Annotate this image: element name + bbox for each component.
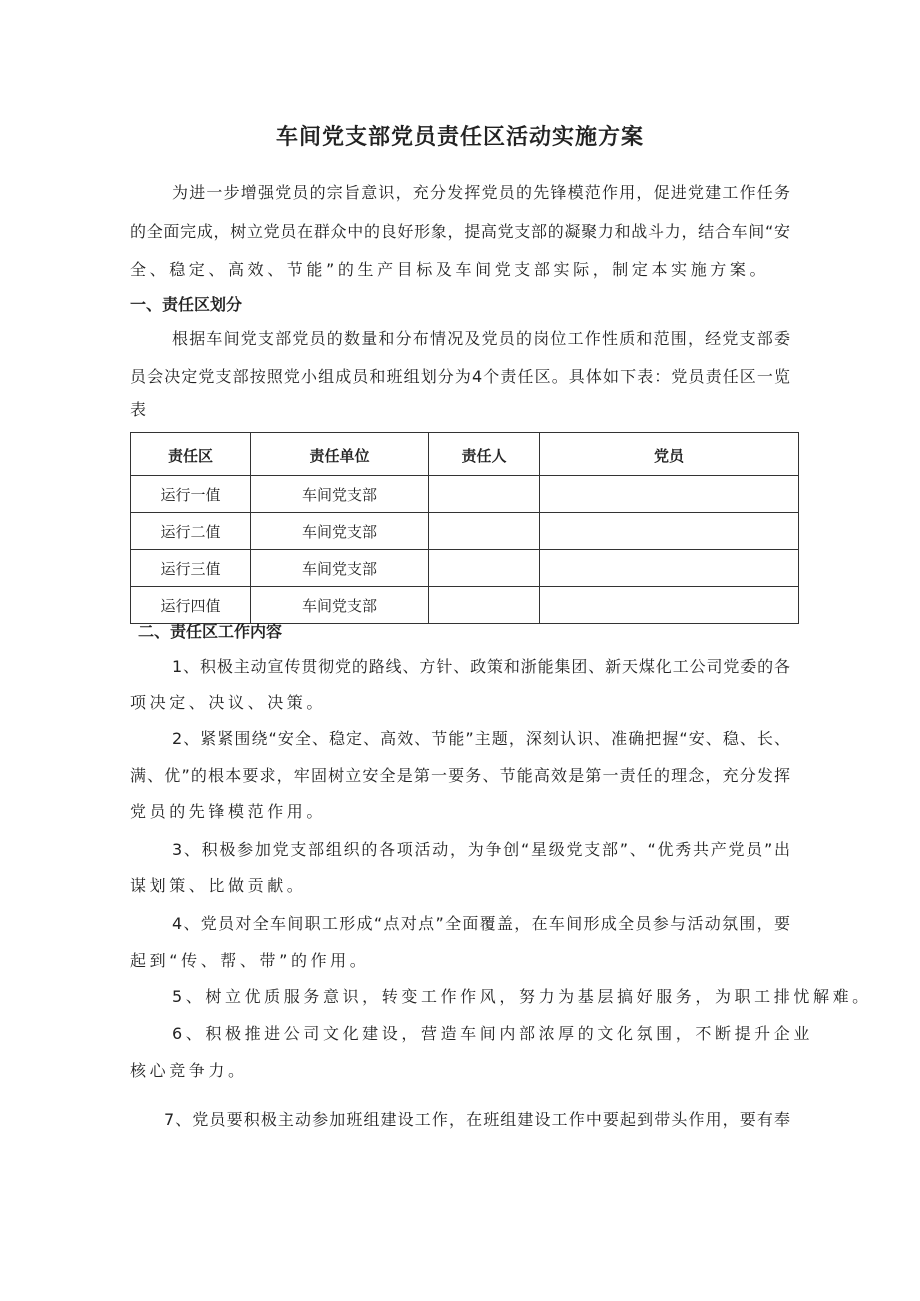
intro-line: 全、稳定、高效、节能”的生产目标及车间党支部实际，制定本实施方案。 <box>130 260 770 279</box>
item-line: 起到“传、帮、带”的作用。 <box>130 951 370 970</box>
responsibility-table <box>130 432 799 624</box>
column-header: 责任人 <box>429 433 540 476</box>
item-line: 满、优”的根本要求，牢固树立安全是第一要务、节能高效是第一责任的理念，充分发挥 <box>130 766 790 785</box>
item-line: 4、党员对全车间职工形成“点对点”全面覆盖，在车间形成全员参与活动氛围，要 <box>172 914 790 933</box>
cell-zone: 运行三值 <box>131 550 251 587</box>
cell-zone: 运行一值 <box>131 476 251 513</box>
intro-line: 为进一步增强党员的宗旨意识，充分发挥党员的先锋模范作用，促进党建工作任务 <box>172 183 790 202</box>
cell-person <box>429 476 540 513</box>
cell-zone: 运行四值 <box>131 587 251 624</box>
cell-unit: 车间党支部 <box>251 587 429 624</box>
cell-members <box>540 550 799 587</box>
table-row <box>131 550 799 587</box>
cell-unit: 车间党支部 <box>251 513 429 550</box>
section-heading: 一、责任区划分 <box>130 295 243 314</box>
item-line: 7、党员要积极主动参加班组建设工作，在班组建设工作中要起到带头作用，要有奉 <box>164 1110 790 1129</box>
column-header: 责任单位 <box>251 433 429 476</box>
table-header-row <box>131 433 799 476</box>
cell-person <box>429 550 540 587</box>
item-line: 党员的先锋模范作用。 <box>130 802 327 821</box>
cell-unit: 车间党支部 <box>251 476 429 513</box>
column-header: 责任区 <box>131 433 251 476</box>
item-line: 项决定、决议、决策。 <box>130 693 327 712</box>
cell-members <box>540 513 799 550</box>
cell-members <box>540 476 799 513</box>
cell-members <box>540 587 799 624</box>
document-title: 车间党支部党员责任区活动实施方案 <box>275 125 644 150</box>
section-heading: 二、责任区工作内容 <box>138 622 283 641</box>
item-line: 3、积极参加党支部组织的各项活动，为争创“星级党支部”、“优秀共产党员”出 <box>172 840 790 859</box>
paragraph-line: 表 <box>130 400 147 419</box>
paragraph-line: 员会决定党支部按照党小组成员和班组划分为4个责任区。具体如下表：党员责任区一览 <box>130 367 790 386</box>
item-line: 2、紧紧围绕“安全、稳定、高效、节能”主题，深刻认识、准确把握“安、稳、长、 <box>172 729 790 748</box>
item-line: 1、积极主动宣传贯彻党的路线、方针、政策和浙能集团、新天煤化工公司党委的各 <box>172 657 790 676</box>
item-line: 核心竞争力。 <box>130 1061 248 1080</box>
cell-unit: 车间党支部 <box>251 550 429 587</box>
intro-line: 的全面完成，树立党员在群众中的良好形象，提高党支部的凝聚力和战斗力，结合车间“安 <box>130 222 790 241</box>
item-line: 谋划策、比做贡献。 <box>130 876 307 895</box>
column-header: 党员 <box>540 433 799 476</box>
cell-zone: 运行二值 <box>131 513 251 550</box>
table-row <box>131 513 799 550</box>
table-row <box>131 587 799 624</box>
table-row <box>131 476 799 513</box>
paragraph-line: 根据车间党支部党员的数量和分布情况及党员的岗位工作性质和范围，经党支部委 <box>172 329 790 348</box>
cell-person <box>429 587 540 624</box>
item-line: 5、树立优质服务意识，转变工作作风，努力为基层搞好服务，为职工排忧解难。 <box>172 987 872 1006</box>
item-line: 6、积极推进公司文化建设，营造车间内部浓厚的文化氛围，不断提升企业 <box>172 1024 813 1043</box>
cell-person <box>429 513 540 550</box>
